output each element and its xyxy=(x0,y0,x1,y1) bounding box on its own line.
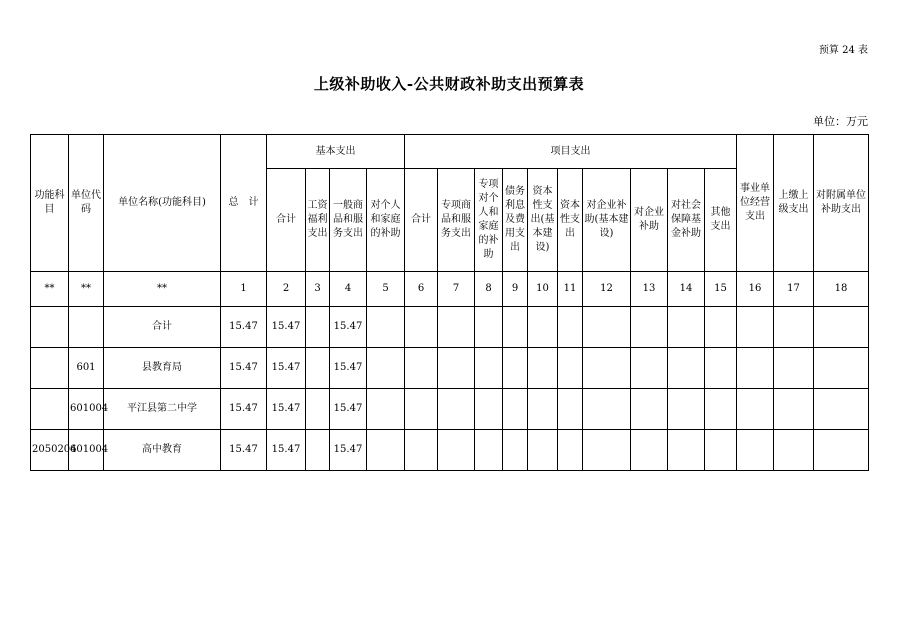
header-basic-total: 合计 xyxy=(267,169,306,272)
page-title: 上级补助收入-公共财政补助支出预算表 xyxy=(313,75,585,93)
unit-code-cell: 601 xyxy=(69,348,104,389)
header-debt-interest: 债务利息及费用支出 xyxy=(503,169,528,272)
unit-code-cell xyxy=(69,307,104,348)
func-code-cell: 2050204 xyxy=(31,430,69,471)
index-cell: 18 xyxy=(814,272,869,307)
goods-services-cell: 15.47 xyxy=(330,430,367,471)
header-capital-infra: 资本性支出(基本建设) xyxy=(528,169,558,272)
index-cell: 10 xyxy=(528,272,558,307)
index-cell: 15 xyxy=(705,272,737,307)
index-cell: ** xyxy=(104,272,221,307)
total-cell: 15.47 xyxy=(221,389,267,430)
header-basic-group: 基本支出 xyxy=(267,135,405,169)
index-cell: 3 xyxy=(306,272,330,307)
table-number: 预算 24 表 xyxy=(818,45,868,56)
unit-label: 单位：万元 xyxy=(813,115,868,128)
wages-cell xyxy=(306,307,330,348)
table-row xyxy=(31,307,869,348)
basic-total-cell: 15.47 xyxy=(267,307,306,348)
header-capital: 资本性支出 xyxy=(558,169,583,272)
index-cell: 6 xyxy=(405,272,438,307)
goods-services-cell: 15.47 xyxy=(330,307,367,348)
basic-total-cell: 15.47 xyxy=(267,348,306,389)
table-row xyxy=(31,430,869,471)
total-cell: 15.47 xyxy=(221,430,267,471)
table-row xyxy=(31,348,869,389)
header-total: 总 计 xyxy=(221,135,267,272)
header-unit-code: 单位代码 xyxy=(69,135,104,272)
header-proj-total: 合计 xyxy=(405,169,438,272)
goods-services-cell: 15.47 xyxy=(330,389,367,430)
index-cell: 4 xyxy=(330,272,367,307)
header-goods-services: 一般商品和服务支出 xyxy=(330,169,367,272)
table-row xyxy=(31,389,869,430)
header-other: 其他支出 xyxy=(705,169,737,272)
unit-code-cell: 601004 xyxy=(69,389,104,430)
func-code-cell xyxy=(31,307,69,348)
header-enterprise: 对企业补助 xyxy=(631,169,668,272)
func-code-cell xyxy=(31,348,69,389)
header-row-1 xyxy=(31,135,869,169)
index-cell: ** xyxy=(31,272,69,307)
wages-cell xyxy=(306,348,330,389)
index-cell: 12 xyxy=(583,272,631,307)
header-business-ops: 事业单位经营支出 xyxy=(737,135,774,272)
index-cell: 13 xyxy=(631,272,668,307)
index-cell: 17 xyxy=(774,272,814,307)
index-cell: 2 xyxy=(267,272,306,307)
index-cell: 8 xyxy=(475,272,503,307)
wages-cell xyxy=(306,389,330,430)
unit-name-cell: 高中教育 xyxy=(104,430,221,471)
header-func-code: 功能科目 xyxy=(31,135,69,272)
basic-total-cell: 15.47 xyxy=(267,430,306,471)
header-unit-name: 单位名称(功能科目) xyxy=(104,135,221,272)
header-upper-payment: 上缴上级支出 xyxy=(774,135,814,272)
header-wages: 工资福利支出 xyxy=(306,169,330,272)
index-cell: 16 xyxy=(737,272,774,307)
total-cell: 15.47 xyxy=(221,307,267,348)
header-affiliated-subsidy: 对附属单位补助支出 xyxy=(814,135,869,272)
index-cell: 1 xyxy=(221,272,267,307)
header-project-group: 项目支出 xyxy=(405,135,737,169)
total-cell: 15.47 xyxy=(221,348,267,389)
index-cell: 14 xyxy=(668,272,705,307)
index-row xyxy=(31,272,869,307)
index-cell: 9 xyxy=(503,272,528,307)
unit-name-cell: 平江县第二中学 xyxy=(104,389,221,430)
unit-name-cell: 县教育局 xyxy=(104,348,221,389)
func-code-cell xyxy=(31,389,69,430)
index-cell: 11 xyxy=(558,272,583,307)
unit-name-cell: 合计 xyxy=(104,307,221,348)
header-social-security: 对社会保障基金补助 xyxy=(668,169,705,272)
basic-total-cell: 15.47 xyxy=(267,389,306,430)
header-special-individual: 专项对个人和家庭的补助 xyxy=(475,169,503,272)
index-cell: ** xyxy=(69,272,104,307)
header-special-goods: 专项商品和服务支出 xyxy=(438,169,475,272)
unit-code-cell: 601004 xyxy=(69,430,104,471)
budget-table xyxy=(30,134,869,471)
index-cell: 5 xyxy=(367,272,405,307)
wages-cell xyxy=(306,430,330,471)
index-cell: 7 xyxy=(438,272,475,307)
header-individual-subsidy: 对个人和家庭的补助 xyxy=(367,169,405,272)
goods-services-cell: 15.47 xyxy=(330,348,367,389)
header-enterprise-infra: 对企业补助(基本建设) xyxy=(583,169,631,272)
